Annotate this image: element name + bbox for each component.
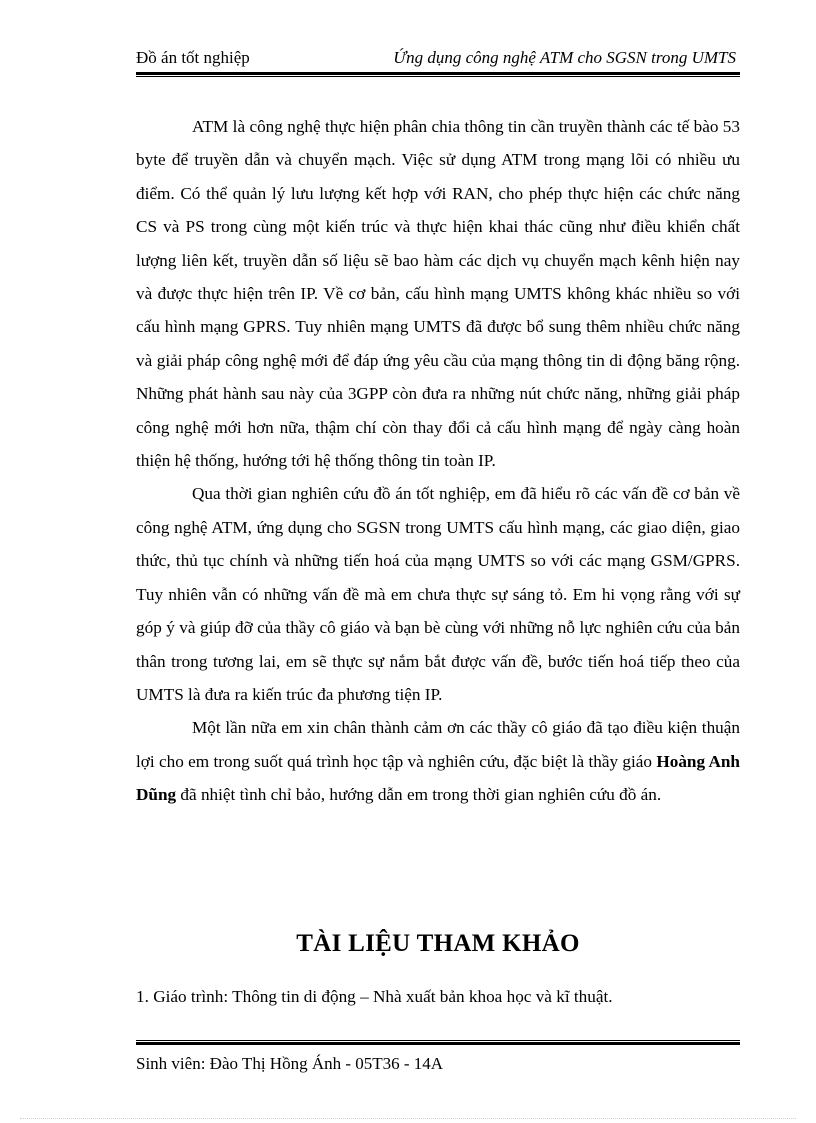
footer-divider	[136, 1040, 740, 1045]
header-left-title: Đồ án tốt nghiệp	[136, 48, 250, 67]
page-header	[136, 48, 736, 70]
references-heading: TÀI LIỆU THAM KHẢO	[296, 930, 580, 957]
header-right-title: Ứng dụng công nghệ ATM cho SGSN trong UMTS	[393, 48, 736, 67]
page-footer: Sinh viên: Đào Thị Hồng Ánh - 05T36 - 14A	[136, 1054, 444, 1073]
paragraph-1: ATM là công nghệ thực hiện phân chia thông tin cần truyền thành các tế bào 53 byte để truyền dẫn và chuyển mạch. Việc sử dụng ATM trong mạng lõi có nhiều ưu điểm. Có thể quản lý lưu lượng kết hợp với RAN, cho phép thực hiện các chức năng CS và PS trong cùng một kiến trúc và thực hiện khai thác cũng như điều khiển chất lượng liên kết, truyền dẫn số liệu sẽ bao hàm các dịch vụ chuyển mạch kênh hiện nay và được thực hiện trên IP. Về cơ bản, cấu hình mạng UMTS không khác nhiều so với cấu hình mạng GPRS. Tuy nhiên mạng UMTS đã được bổ sung thêm nhiều chức năng và giải pháp công nghệ mới để đáp ứng yêu cầu của mạng thông tin di động băng rộng. Những phát hành sau này của 3GPP còn đưa ra những nút chức năng, những giải pháp công nghệ mới hơn nữa, thậm chí còn thay đổi cả cấu hình mạng để ngày càng hoàn thiện hệ thống, hướng tới hệ thống thông tin toàn IP.	[136, 117, 740, 471]
document-body	[136, 110, 740, 812]
paragraph-3	[136, 711, 740, 811]
paragraph-3-text-end: đã nhiệt tình chỉ bảo, hướng dẫn em trong thời gian nghiên cứu đồ án.	[176, 785, 662, 805]
reference-item-1: 1. Giáo trình: Thông tin di động – Nhà xuất bản khoa học và kĩ thuật.	[136, 987, 613, 1006]
header-divider	[136, 72, 740, 77]
paragraph-3-text-start: Một lần nữa em xin chân thành cảm ơn các thầy cô giáo đã tạo điều kiện thuận lợi cho em trong suốt quá trình học tập và nghiên cứu, đặc biệt là thầy giáo	[136, 718, 740, 771]
page-bottom-dotted-line	[20, 1118, 796, 1119]
paragraph-2: Qua thời gian nghiên cứu đồ án tốt nghiệp, em đã hiểu rõ các vấn đề cơ bản về công nghệ ATM, ứng dụng cho SGSN trong UMTS cấu hình mạng, các giao diện, giao thức, thủ tục chính và những tiến hoá của mạng UMTS so với các mạng GSM/GPRS. Tuy nhiên vẫn có những vấn đề mà em chưa thực sự sáng tỏ. Em hi vọng rằng với sự góp ý và giúp đỡ của thầy cô giáo và bạn bè cùng với những nỗ lực nghiên cứu của bản thân trong tương lai, em sẽ thực sự nắm bắt được vấn đề, bước tiến hoá tiếp theo của UMTS là đưa ra kiến trúc đa phương tiện IP.	[136, 484, 740, 704]
advisor-name: Hoàng Anh Dũng	[136, 751, 740, 805]
